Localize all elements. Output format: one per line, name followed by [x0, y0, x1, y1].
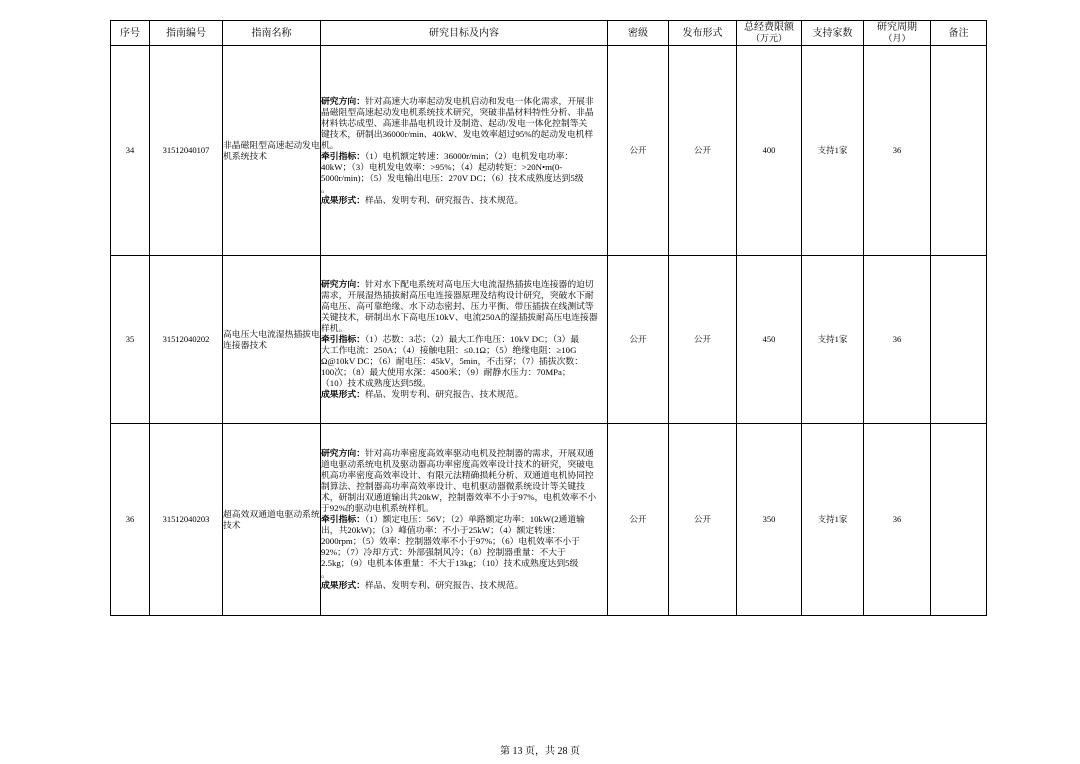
guide-code-cell: 31512040107 [150, 46, 223, 256]
header-label: 指南名称 [251, 27, 292, 39]
content-line [321, 536, 607, 547]
publish-form-cell: 公开 [669, 424, 737, 616]
support-count-cell: 支持1家 [802, 256, 864, 424]
content-line [321, 389, 607, 400]
content-line [321, 345, 607, 356]
section-text: 需求，开展湿热插拔耐高压电连接器原理及结构设计研究，突破水下耐 [321, 290, 594, 300]
research-period-cell: 36 [864, 256, 931, 424]
research-period-cell: 36 [864, 46, 931, 256]
section-text: 样品、发明专利、研究报告、技术规范。 [365, 580, 524, 590]
section-text: 92%；（7）冷却方式：外部强制风冷；（8）控制器重量：不大于 [321, 547, 566, 557]
section-text: （1）额定电压：56V；（2）单路额定功率：10kW(2通道输 [365, 514, 585, 524]
header-label: 发布形式 [682, 27, 723, 39]
section-text: 2.5kg；（9）电机本体重量：不大于13kg；（10）技术成熟度达到5级 [321, 558, 579, 568]
content-line [321, 470, 607, 481]
header-row [111, 21, 987, 46]
content-line [321, 151, 607, 162]
publish-form-cell: 公开 [669, 46, 737, 256]
content-line [321, 323, 607, 334]
section-text: 样品、发明专利、研究报告、技术规范。 [365, 194, 524, 205]
section-text: 道电驱动系统电机及驱动器高功率密度高效率设计技术的研究，突破电 [321, 459, 594, 469]
content-line [321, 367, 607, 378]
section-text: 。 [321, 569, 330, 579]
section-text: 针对高速大功率起动发电机启动和发电一体化需求，开展非 [365, 95, 594, 106]
header-classification [608, 21, 669, 46]
section-text: 100次；（8）最大使用水深：4500米；（9）耐静水压力：70MPa； [321, 367, 571, 377]
section-label: 成果形式： [321, 194, 365, 205]
header-label: 研究目标及内容 [429, 27, 499, 39]
support-count-cell: 支持1家 [802, 46, 864, 256]
table-body [111, 46, 987, 616]
section-text: 术，研制出双通道输出共20kW，控制器效率不小于97%，电机效率不小 [321, 492, 597, 502]
section-label: 牵引指标： [321, 334, 365, 344]
header-research-content [321, 21, 608, 46]
content-line [321, 301, 607, 312]
budget-cell: 400 [737, 46, 802, 256]
content-line [321, 503, 607, 514]
remark-cell [931, 46, 987, 256]
header-label: 密级 [628, 27, 648, 39]
section-text: 材料铁芯成型、高速非晶电机设计及制造、起动/发电一体化控制等关 [321, 117, 588, 128]
section-text: 于92%的驱动电机系统样机。 [321, 503, 434, 513]
section-text: 针对高功率密度高效率驱动电机及控制器的需求，开展双通 [365, 448, 594, 458]
content-line [321, 184, 607, 195]
section-text: 出，共20kW)；（3）峰值功率：不小于25kW；（4）额定转速： [321, 525, 561, 535]
section-text: 样机。 [321, 323, 348, 333]
classification-cell: 公开 [608, 46, 669, 256]
content-line [321, 514, 607, 525]
content-line [321, 173, 607, 184]
section-text: 机。 [321, 139, 339, 150]
content-line [321, 525, 607, 536]
header-label: 支持家数 [812, 27, 853, 39]
content-line [321, 558, 607, 569]
section-text: 。 [321, 183, 330, 194]
header-label: 备注 [948, 27, 969, 39]
section-text: Ω@10kV DC；（6）耐电压：45kV，5min，不击穿；（7）插拔次数： [321, 356, 584, 366]
content-line [321, 140, 607, 151]
research-content-cell [321, 424, 608, 616]
header-support-count [802, 21, 864, 46]
research-content-cell [321, 46, 608, 256]
classification-cell: 公开 [608, 424, 669, 616]
section-text: 制算法、控制器高功率高效率设计、电机驱动器微系统设计等关键技 [321, 481, 585, 491]
section-text: 关键技术，研制出水下高电压10kV、电流250A的湿插拔耐高压电连接器 [321, 312, 598, 322]
content-line [321, 312, 607, 323]
table-row [111, 256, 987, 424]
header-guide-code [150, 21, 223, 46]
content-line [321, 356, 607, 367]
header-serial-number [111, 21, 150, 46]
section-text: 样品、发明专利、研究报告、技术规范。 [365, 389, 524, 399]
content-line [321, 290, 607, 301]
content-line [321, 129, 607, 140]
header-label: 指南编号 [166, 27, 206, 39]
guide-name-cell: 超高效双通道电驱动系统技术 [223, 424, 321, 616]
content-line [321, 118, 607, 129]
section-text: 键技术，研制出36000r/min、40kW、发电效率超过95%的起动发电机样 [321, 128, 594, 139]
guide-code-cell: 31512040202 [150, 256, 223, 424]
content-line [321, 492, 607, 503]
content-line [321, 569, 607, 580]
page-number: 第 13 页，共 28 页 [500, 746, 580, 757]
content-line [321, 279, 607, 290]
section-text: （10）技术成熟度达到5级。 [321, 378, 431, 388]
guide-name-cell: 非晶磁阻型高速起动发电机系统技术 [223, 46, 321, 256]
header-guide-name [223, 21, 321, 46]
section-label: 牵引指标： [321, 150, 365, 161]
table-row [111, 424, 987, 616]
research-period-cell: 36 [864, 424, 931, 616]
content-line [321, 96, 607, 107]
section-label: 研究方向： [321, 279, 365, 289]
support-count-cell: 支持1家 [802, 424, 864, 616]
section-text: 针对水下配电系统对高电压大电流湿热插拔电连接器的迫切 [365, 279, 594, 289]
budget-cell: 350 [737, 424, 802, 616]
header-total-budget [737, 21, 802, 46]
content-line [321, 547, 607, 558]
section-text: （1）芯数：3芯；（2）最大工作电压：10kV DC；（3）最 [365, 334, 580, 344]
header-label: 序号 [120, 27, 140, 39]
content-line [321, 162, 607, 173]
classification-cell: 公开 [608, 256, 669, 424]
header-unit: （月） [883, 33, 911, 43]
content-line [321, 334, 607, 345]
guide-code-cell: 31512040203 [150, 424, 223, 616]
table-row [111, 46, 987, 256]
header-unit: （万元） [750, 33, 787, 43]
budget-cell: 450 [737, 256, 802, 424]
section-label: 成果形式： [321, 389, 365, 399]
header-research-period [864, 21, 931, 46]
header-publish-form [669, 21, 737, 46]
content-line [321, 481, 607, 492]
section-text: 大工作电流：250A；（4）接触电阻：≤0.1Ω；（5）绝缘电阻：≥10G [321, 345, 577, 355]
section-label: 成果形式： [321, 580, 365, 590]
serial-number-cell: 35 [111, 256, 150, 424]
content-line [321, 107, 607, 118]
section-text: 2000rpm；（5）效率：控制器效率不小于97%；（6）电机效率不小于 [321, 536, 581, 546]
section-text: （1）电机额定转速：36000r/min；（2）电机发电功率： [365, 150, 574, 161]
section-text: 40kW；（3）电机发电效率：>95%；（4）起动转矩：>20N•m(0- [321, 161, 563, 172]
research-content-cell [321, 256, 608, 424]
content-line [321, 459, 607, 470]
section-text: 机高功率密度高效率设计、有限元法精确损耗分析、双通道电机协同控 [321, 470, 594, 480]
remark-cell [931, 256, 987, 424]
content-line [321, 378, 607, 389]
content-line [321, 448, 607, 459]
serial-number-cell: 36 [111, 424, 150, 616]
section-label: 牵引指标： [321, 514, 365, 524]
guide-name-cell: 高电压大电流湿热插拔电连接器技术 [223, 256, 321, 424]
remark-cell [931, 424, 987, 616]
header-label: 研究周期 [877, 22, 917, 33]
header-label: 总经费限额 [744, 22, 794, 33]
header-remarks [931, 21, 987, 46]
publish-form-cell: 公开 [669, 256, 737, 424]
content-line [321, 195, 607, 206]
section-text: 高电压、高可靠绝缘、水下动态密封、压力平衡、带压插拔在线测试等 [321, 301, 594, 311]
section-label: 研究方向： [321, 448, 365, 458]
section-text: 晶磁阻型高速起动发电机系统技术研究，突破非晶材料特性分析、非晶 [321, 106, 594, 117]
serial-number-cell: 34 [111, 46, 150, 256]
section-label: 研究方向： [321, 95, 365, 106]
guide-table [110, 20, 987, 616]
section-text: 5000r/min)；（5）发电输出电压：270V DC；（6）技术成熟度达到5级 [321, 172, 584, 183]
content-line [321, 580, 607, 591]
